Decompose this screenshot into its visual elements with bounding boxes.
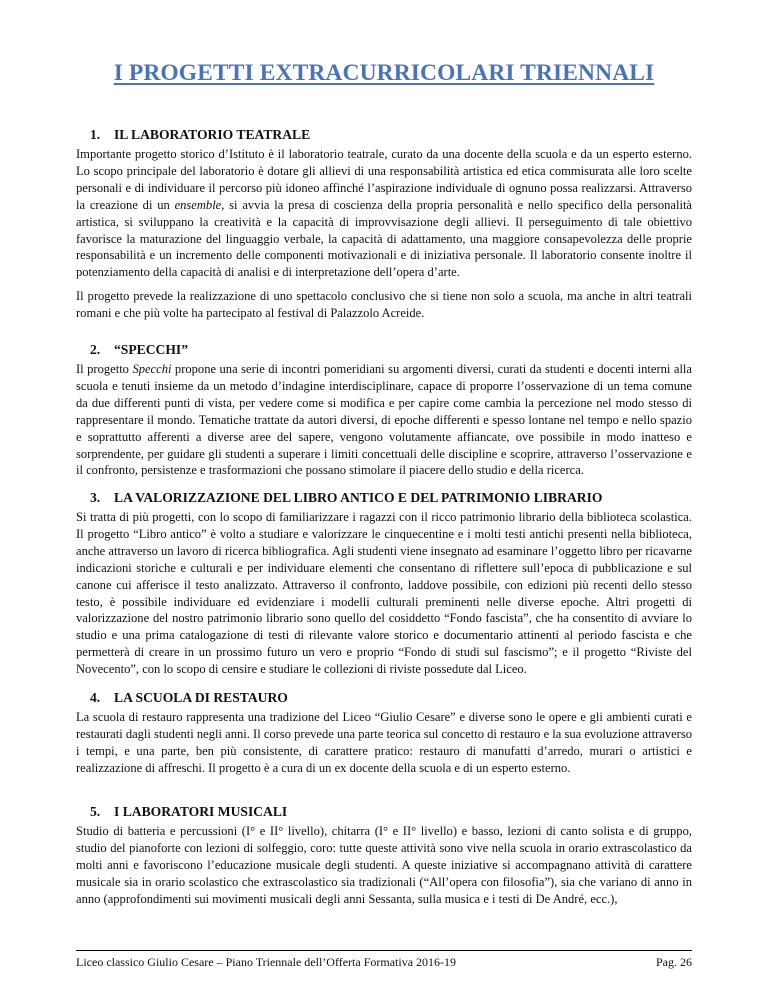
paragraph <box>76 361 692 479</box>
page-number: Pag. 26 <box>656 955 692 969</box>
section-specchi <box>76 341 692 479</box>
section-title: LA VALORIZZAZIONE DEL LIBRO ANTICO E DEL PATRIMONIO LIBRARIO <box>114 490 603 505</box>
emphasis-text: Specchi <box>132 362 172 376</box>
section-heading <box>76 126 692 144</box>
section-number: 5. <box>90 804 101 819</box>
section-title: I LABORATORI MUSICALI <box>114 804 288 819</box>
section-scuola-restauro <box>76 689 692 777</box>
paragraph: Il progetto prevede la realizzazione di uno spettacolo conclusivo che si tiene non solo a scuola, ma anche in altri teatrali romani e che più volte ha partecipato al festival di Palazzolo Acreide. <box>76 289 692 321</box>
section-heading <box>76 341 692 359</box>
section-number: 2. <box>90 342 101 357</box>
paragraph: Si tratta di più progetti, con lo scopo di familiarizzare i ragazzi con il ricco patrimonio librario della biblioteca scolastica. Il progetto “Libro antico” è volto a studiare e valorizzare le cinquecentine e i molti testi antichi presenti nella biblioteca, anche attraverso un lavoro di ricerca bibliografica. Agli studenti viene insegnato ad esaminare l’oggetto libro per ricavarne indicazioni storiche e culturali e per individuare elementi che consentano di riflettere sull’epoca di pubblicazione e sul canone cui afferisce il testo analizzato. Attraverso il confronto, laddove possibile, con edizioni più recenti dello stesso testo, è possibile individuare ed evidenziare i modelli culturali preminenti nelle diverse epoche. Altri progetti di valorizzazione del nostro patrimonio librario sono quello del cosiddetto “Fondo fascista”, che ha consentito di avviare lo studio e una prima catalogazione di testi di rilevante valore storico e documentario attinenti al periodo fascista e che permetterà di creare in un prossimo futuro un vero e proprio “Fondo di studi sul fascismo”; e il progetto “Riviste del Novecento”, con lo scopo di censire e studiare le collezioni di riviste possedute dal Liceo. <box>76 510 692 677</box>
page-footer <box>76 950 692 970</box>
section-number: 4. <box>90 690 101 705</box>
section-title: IL LABORATORIO TEATRALE <box>114 127 311 142</box>
page-title: I PROGETTI EXTRACURRICOLARI TRIENNALI <box>113 60 655 86</box>
paragraph: Studio di batteria e percussioni (I° e II° livello), chitarra (I° e II° livello) e basso, lezioni di canto solista e di gruppo, studio del pianoforte con lezioni di solfeggio, coro: tutte queste attività sono vive nella scuola in orario extrascolastico da molti anni e favoriscono l’educazione musicale degli studenti. A queste iniziative si accompagnano attività di carattere musicale sia in orario scolastico che extrascolastico sia tradizionali (“All’opera con filosofia”), sia che variano di anno in anno (approfondimenti sui movimenti musicali degli anni Sessanta, sulla musica e i testi di De André, ecc.), <box>76 824 692 906</box>
section-heading <box>76 489 692 507</box>
paragraph: La scuola di restauro rappresenta una tradizione del Liceo “Giulio Cesare” e diverse sono le opere e gli ambienti curati e restaurati dagli studenti negli anni. Il corso prevede una parte teorica sul concetto di restauro e la sua evoluzione attraverso i tempi, e una parte, ben più consistente, di carattere pratico: restauro di manufatti d’arredo, murari o artistici e realizzazione di affreschi. Il progetto è a cura di un ex docente della scuola e di un esperto esterno. <box>76 710 692 775</box>
paragraph-text: Il progetto <box>76 362 133 376</box>
section-laboratori-musicali <box>76 803 692 908</box>
section-title: LA SCUOLA DI RESTAURO <box>114 690 288 705</box>
section-number: 1. <box>90 127 101 142</box>
paragraph-text: propone una serie di incontri pomeridiani su argomenti diversi, curati da studenti e docenti interni alla scuola e tenuti insieme da un metodo d’indagine interdisciplinare, capace di proporre l’osservazione di un tema comune da due differenti punti di vista, per vedere come si modifica e per capire come cambia la percezione nel modo stesso di rappresentare il mondo. Tematiche trattate da autori diversi, di epoche differenti e spesso lontane nel tempo e nello spazio e soprattutto afferenti a diverse aree del sapere, vengono volutamente affiancate, ove possibile in modo inatteso e sorprendente, per guidare gli studenti a superare i limiti concettuali delle discipline e scoprire, attraverso l’osservazione e il confronto, persistenze e trasformazioni che possano stimolare il piacere dello studio e della ricerca. <box>76 362 692 478</box>
paragraph-text: Importante progetto storico d’Istituto è il laboratorio teatrale, curato da una docente della scuola e da un esperto esterno. Lo scopo principale del laboratorio è dotare gli allievi di una responsabilità artistica ed etica commisurata alle loro scelte personali e di individuare il percorso più idoneo affinché l’aspirazione individuale di ognuno possa realizzarsi. Attraverso la creazione di un <box>76 147 692 212</box>
section-number: 3. <box>90 490 101 505</box>
section-heading <box>76 803 692 821</box>
section-libro-antico <box>76 489 692 678</box>
emphasis-text: ensemble <box>174 197 222 212</box>
section-title: “SPECCHI” <box>114 342 189 357</box>
paragraph <box>76 146 692 281</box>
section-heading <box>76 689 692 707</box>
section-laboratorio-teatrale <box>76 126 692 322</box>
paragraph-text: , si avvia la presa di coscienza della propria personalità e nello specifico della personalità artistica, si sviluppano la creatività e la capacità di improvvisazione degli allievi. Il perseguimento di tale obiettivo favorisce la maturazione del linguaggio verbale, la capacità di adattamento, una maggiore consapevolezza delle proprie responsabilità e un incremento delle componenti motivazionali e di iniziativa personale. Il laboratorio consente inoltre il potenziamento della capacità di analisi e di interpretazione dell’opera d’arte. <box>76 197 692 280</box>
footer-document-title: Liceo classico Giulio Cesare – Piano Triennale dell’Offerta Formativa 2016-19 <box>76 955 457 969</box>
